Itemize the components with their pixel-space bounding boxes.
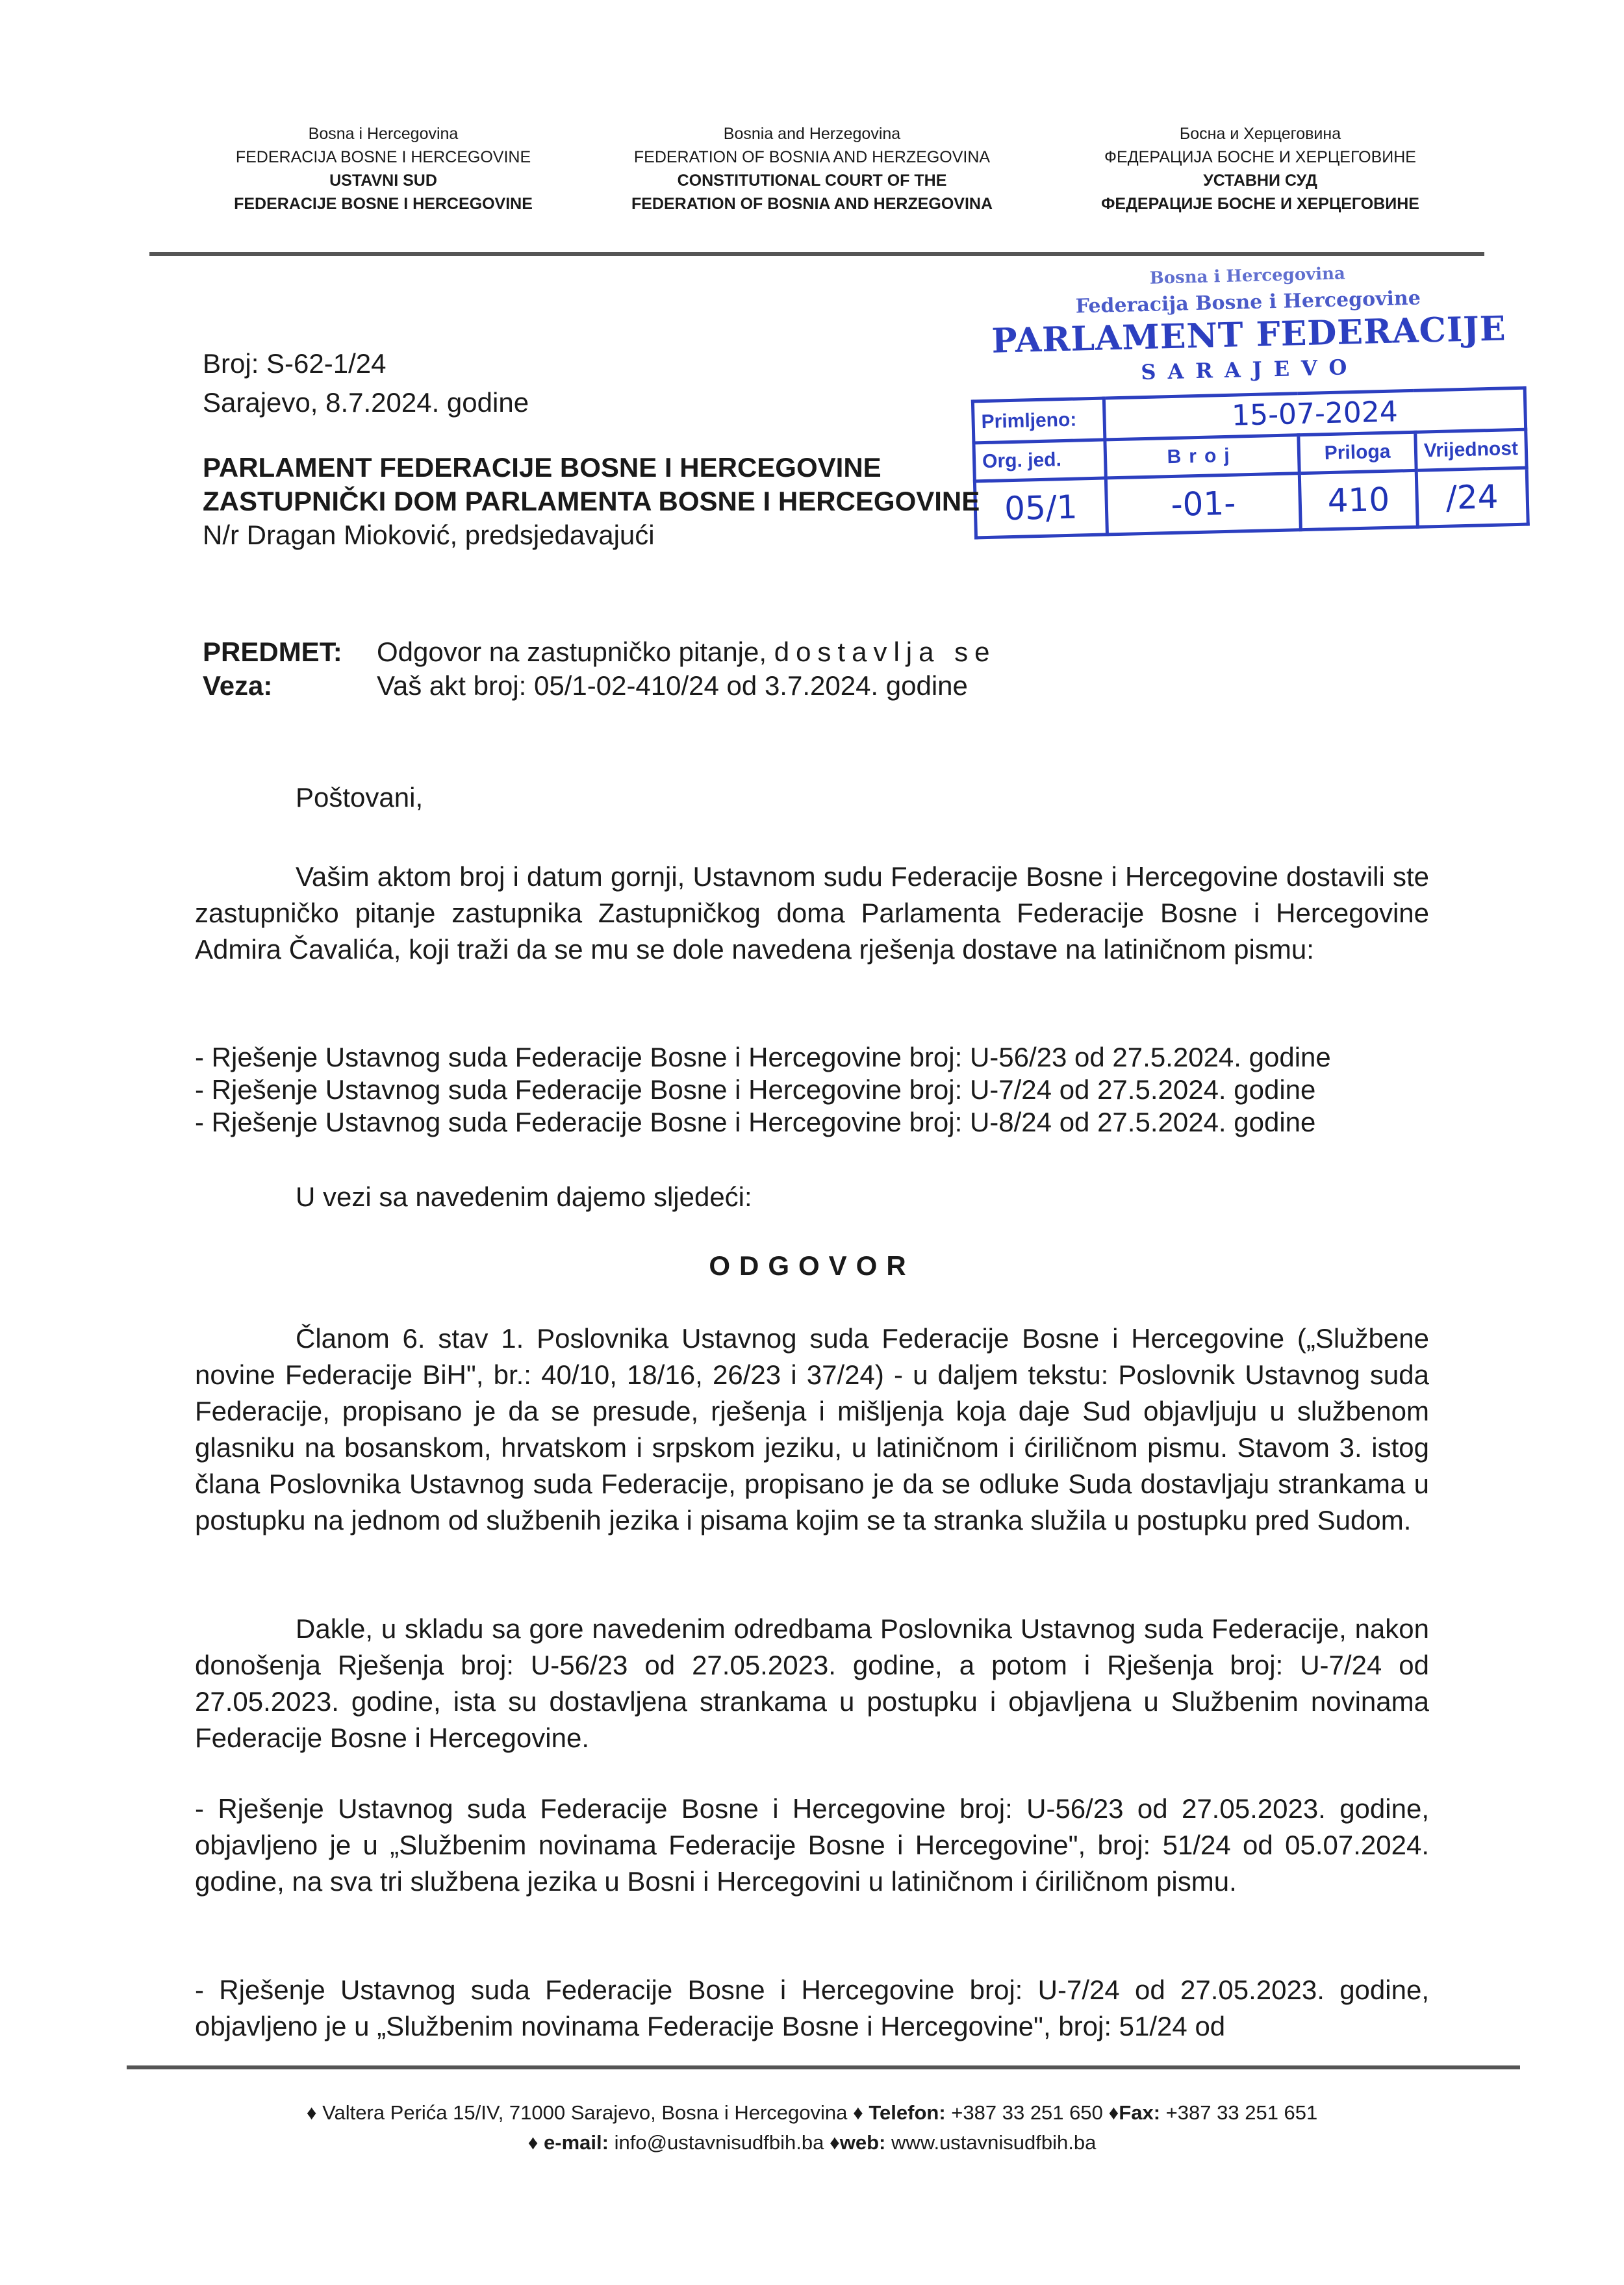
letterhead-line: ФЕДЕРАЦИЈА БОСНЕ И ХЕРЦЕГОВИНЕ: [1104, 148, 1416, 166]
stamp-col-priloga: Priloga: [1299, 432, 1416, 473]
reference-date: Sarajevo, 8.7.2024. godine: [203, 387, 529, 418]
stamp-val-org: 05/1: [974, 478, 1107, 538]
letterhead-line: Bosnia and Herzegovina: [723, 125, 901, 143]
stamp-line: PARLAMENT FEDERACIJE: [991, 309, 1507, 361]
footer-phone: +387 33 251 650: [945, 2101, 1109, 2124]
list-item: - Rješenje Ustavnog suda Federacije Bosne i Hercegovine broj: U-8/24 od 27.5.2024. godine: [195, 1107, 1316, 1137]
section-title: ODGOVOR: [709, 1250, 915, 1281]
letterhead-line: FEDERATION OF BOSNIA AND HERZEGOVINA: [633, 148, 991, 166]
footer-web[interactable]: www.ustavnisudfbih.ba: [885, 2131, 1097, 2154]
footer-divider: [127, 2065, 1520, 2069]
paragraph: - Rješenje Ustavnog suda Federacije Bosne i Hercegovine broj: U-7/24 od 27.05.2023. godine, objavljeno je u „Službenim novinama Federacije Bosne i Hercegovine", broj: 51/24 od: [195, 1975, 1429, 2041]
paragraph: Vašim aktom broj i datum gornji, Ustavnom sudu Federacije Bosne i Hercegovine dostavili ste zastupničko pitanje zastupnika Zastupničkog doma Parlamenta Federacije Bosne i Hercegovine Admira Čavalića, koji traži da se mu se dole navedena rješenja dostave na latiničnom pismu:: [195, 861, 1429, 965]
letterhead-line: Bosna i Hercegovina: [308, 125, 459, 143]
paragraph: U vezi sa navedenim dajemo sljedeći:: [296, 1181, 752, 1212]
paragraph: Dakle, u skladu sa gore navedenim odredbama Poslovnika Ustavnog suda Federacije, nakon donošenja Rješenja broj: U-56/23 od 27.05.2023. godine, a potom i Rješenja broj: U-7/24 od 27.05.2023. godine, ista su dostavljena strankama u postupku i objavljena u Službenim novinama Federacije Bosne i Hercegovine.: [195, 1613, 1429, 1753]
letterhead-english: [578, 122, 1046, 216]
footer-fax: +387 33 251 651: [1160, 2101, 1318, 2124]
paragraph: Članom 6. stav 1. Poslovnika Ustavnog suda Federacije Bosne i Hercegovine („Službene novine Federacije BiH", br.: 40/10, 18/16, 26/23 i 37/24) - u daljem tekstu: Poslovnik Ustavnog suda Federacije, propisano je da se presude, rješenja i mišljenja koja daje Sud objavljuju u službenom glasniku na bosanskom, hrvatskom i srpskom jeziku, u latiničnom i ćiriličnom pismu. Stavom 3. istog člana Poslovnika Ustavnog suda Federacije, propisano je da se odluke Suda dostavljaju strankama u postupku na jednom od službenih jezika i pisama kojim se ta stranka služila u postupku pred Sudom.: [195, 1323, 1429, 1535]
letterhead-line: FEDERACIJA BOSNE I HERCEGOVINE: [235, 148, 531, 166]
subject-veza: [203, 669, 996, 703]
letterhead-bosnian: [195, 122, 572, 216]
recipient-line: PARLAMENT FEDERACIJE BOSNE I HERCEGOVINE: [203, 452, 882, 483]
veza-text: Vaš akt broj: 05/1-02-410/24 od 3.7.2024. godine: [377, 670, 968, 701]
letterhead-line: USTAVNI SUD: [329, 171, 437, 190]
subject-block: [203, 635, 996, 703]
predmet-text: Odgovor na zastupničko pitanje,: [377, 637, 767, 667]
predmet-label: PREDMET:: [203, 637, 342, 667]
reference-block: [203, 344, 529, 422]
footer-email-label: ♦ e-mail:: [527, 2131, 609, 2154]
letterhead-line: FEDERACIJE BOSNE I HERCEGOVINE: [234, 195, 533, 213]
received-stamp: [968, 253, 1533, 549]
footer-web-label: ♦web:: [829, 2131, 886, 2154]
stamp-line: Bosna i Hercegovina: [1149, 264, 1346, 288]
stamp-received-label: Primljeno:: [972, 398, 1104, 443]
veza-label: Veza:: [203, 670, 273, 701]
stamp-table: [971, 386, 1530, 540]
footer-email[interactable]: info@ustavnisudfbih.ba: [608, 2131, 830, 2154]
list-item: - Rješenje Ustavnog suda Federacije Bosne i Hercegovine broj: U-56/23 od 27.5.2024. godine: [195, 1042, 1331, 1072]
stamp-col-vrijednost: Vrijednost: [1415, 429, 1527, 470]
predmet-spaced: dostavlja se: [774, 637, 996, 667]
letterhead-line: Босна и Херцеговина: [1179, 125, 1341, 143]
stamp-val-broj: -01-: [1106, 473, 1300, 535]
stamp-col-org: Org. jed.: [974, 440, 1106, 481]
stamp-val-vrijednost: /24: [1416, 468, 1528, 527]
stamp-received-date: 15-07-2024: [1104, 388, 1525, 440]
stamp-col-broj: Broj: [1105, 435, 1300, 478]
footer-fax-label: ♦Fax:: [1108, 2101, 1161, 2124]
letterhead-line: УСТАВНИ СУД: [1203, 171, 1317, 190]
letterhead-line: CONSTITUTIONAL COURT OF THE: [677, 171, 947, 190]
reference-number: Broj: S-62-1/24: [203, 348, 387, 379]
letterhead-line: FEDERATION OF BOSNIA AND HERZEGOVINA: [631, 195, 993, 213]
footer-address: ♦ Valtera Perića 15/IV, 71000 Sarajevo, Bosna i Hercegovina ♦: [306, 2101, 869, 2124]
footer-address-line: [0, 2098, 1624, 2128]
recipient-line: ZASTUPNIČKI DOM PARLAMENTA BOSNE I HERCEGOVINE: [203, 486, 980, 516]
recipient-attention: N/r Dragan Mioković, predsjedavajući: [203, 520, 655, 550]
footer-contact-line: [0, 2128, 1624, 2158]
footer-phone-label: Telefon:: [869, 2101, 946, 2124]
stamp-line: SARAJEVO: [1140, 354, 1359, 385]
header-divider: [149, 252, 1484, 256]
stamp-val-priloga: 410: [1300, 470, 1418, 529]
recipient-block: [203, 451, 980, 552]
letterhead-line: ФЕДЕРАЦИЈЕ БОСНЕ И ХЕРЦЕГОВИНЕ: [1101, 195, 1419, 213]
list-item: - Rješenje Ustavnog suda Federacije Bosne i Hercegovine broj: U-7/24 od 27.5.2024. godine: [195, 1074, 1316, 1105]
paragraph: - Rješenje Ustavnog suda Federacije Bosne i Hercegovine broj: U-56/23 od 27.05.2023. godine, objavljeno je u „Službenim novinama Federacije Bosne i Hercegovine", broj: 51/24 od 05.07.2024. godine, na sva tri službena jezika u Bosni i Hercegovini u latiničnom i ćiriličnom pismu.: [195, 1793, 1429, 1897]
subject-predmet: [203, 635, 996, 669]
greeting: Poštovani,: [296, 782, 424, 813]
letterhead-cyrillic: [1046, 122, 1475, 216]
stamp-line: Federacija Bosne i Hercegovine: [1075, 286, 1421, 318]
